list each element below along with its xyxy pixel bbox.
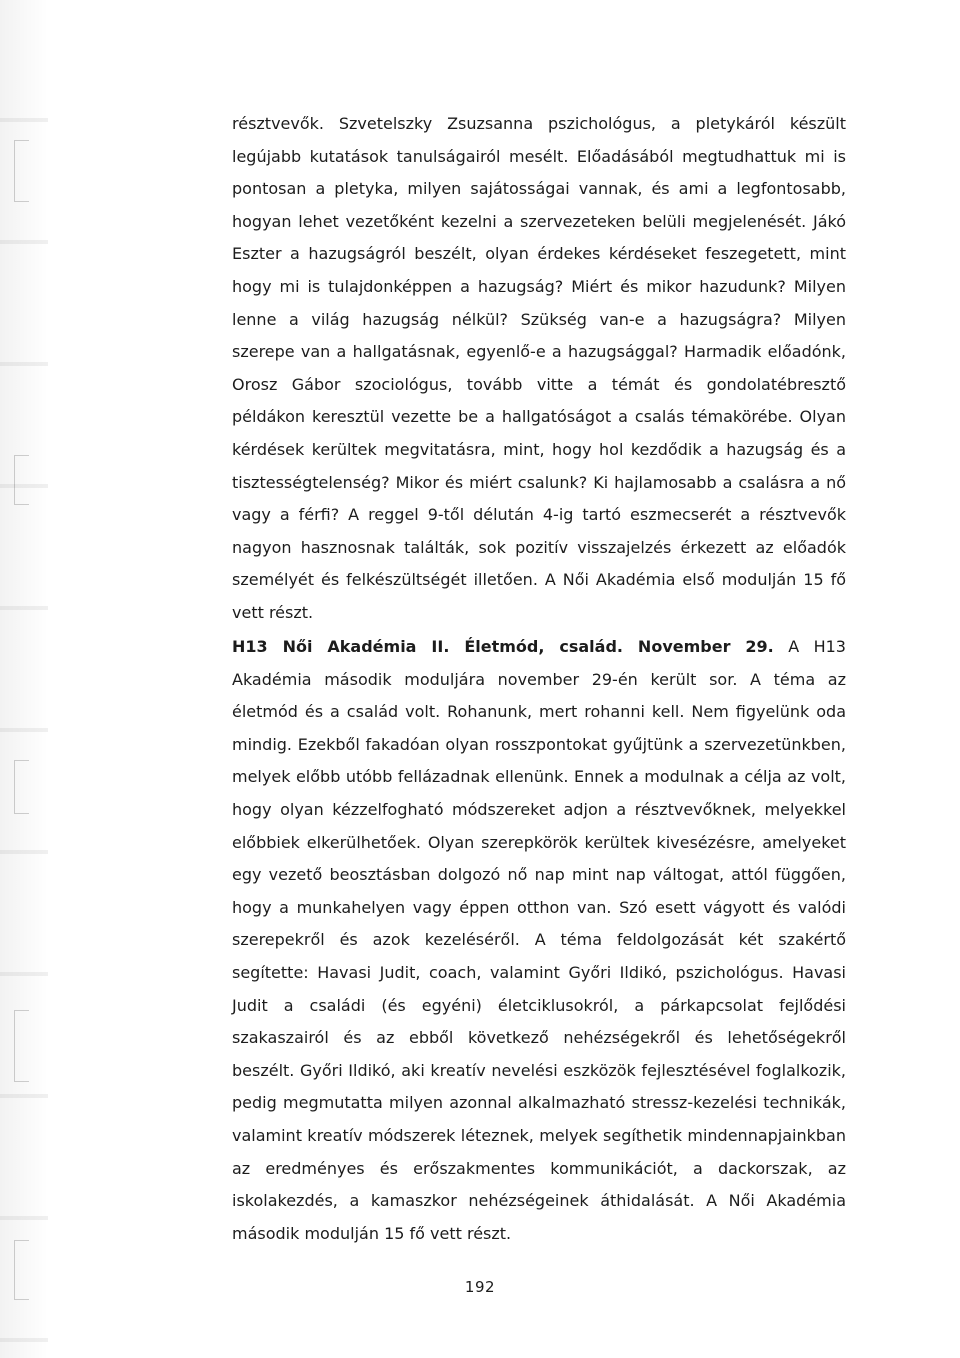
binding-mark [14,140,29,202]
binding-mark [14,760,29,814]
binding-mark [14,455,29,505]
section-heading: H13 Női Akadémia II. Életmód, család. November 29. [232,637,774,656]
section-paragraph [232,631,846,1250]
scanned-binding-edge [0,0,48,1358]
body-paragraph: résztvevők. Szvetelszky Zsuzsanna pszichológus, a pletykáról készült legújabb kutatások tanulságairól mesélt. Előadásából megtudhattuk mi is pontosan a pletyka, milyen sajátosságai vannak, és ami a legfontosabb, hogyan lehet vezetőként kezelni a szervezeteken belüli megjelenését. Jákó Eszter a hazugságról beszélt, olyan érdekes kérdéseket feszegetett, mint hogy mi is tulajdonképpen a hazugság? Miért és mikor hazudunk? Milyen lenne a világ hazugság nélkül? Szükség van-e a hazugságra? Milyen szerepe van a hallgatásnak, egyenlő-e a hazugsággal? Harmadik előadónk, Orosz Gábor szociológus, tovább vitte a témát és gondolatébresztő példákon keresztül vezette be a hallgatóságot a csalás témakörébe. Olyan kérdések kerültek megvitatásra, mint, hogy hol kezdődik a hazugság és a tisztességtelenség? Mikor és miért csalunk? Ki hajlamosabb a csalásra a nő vagy a férfi? A reggel 9-től délután 4-ig tartó eszmecserét a résztvevők nagyon hasznosnak találták, sok pozitív visszajelzés érkezett az előadók személyét és felkészültségét illetően. A Női Akadémia első modulján 15 fő vett részt. [232,114,846,622]
page-number: 192 [464,1278,496,1296]
section-body-text: A H13 Akadémia második moduljára november 29-én került sor. A téma az életmód és a család volt. Rohanunk, mert rohanni kell. Nem figyelünk oda mindig. Ezekből fakadóan olyan rosszpontokat gyűjtünk a szervezetünkben, melyek előbb utóbb fellázadnak ellenünk. Ennek a modulnak a célja az volt, hogy olyan kézzelfogható módszereket adjon a résztvevőknek, melyekkel előbbiek elkerülhetőek. Olyan szerepkörök kerültek kivesézésre, amelyeket egy vezető beosztásban dolgozó nő nap mint nap váltogat, attól függően, hogy a munkahelyen vagy éppen otthon van. Szó esett vágyott és valódi szerepekről és azok kezeléséről. A téma feldolgozását két szakértő segítette: Havasi Judit, coach, valamint Győri Ildikó, pszichológus. Havasi Judit a családi (és egyéni) életciklusokról, a párkapcsolat fejlődési szakaszairól és az ebből következő nehézségekről és lehetőségekről beszélt. Győri Ildikó, aki kreatív nevelési eszközök fejlesztésével foglalkozik, pedig megmutatta milyen azonnal alkalmazható stressz-kezelési technikák, valamint kreatív módszerek léteznek, melyek segíthetik mindennapjainkban az eredményes és erőszakmentes kommunikációt, a dackorszak, az iskolakezdés, a kamaszkor nehézségeinek áthidalását. A Női Akadémia második modulján 15 fő vett részt. [232,637,846,1243]
binding-mark [14,1010,29,1082]
